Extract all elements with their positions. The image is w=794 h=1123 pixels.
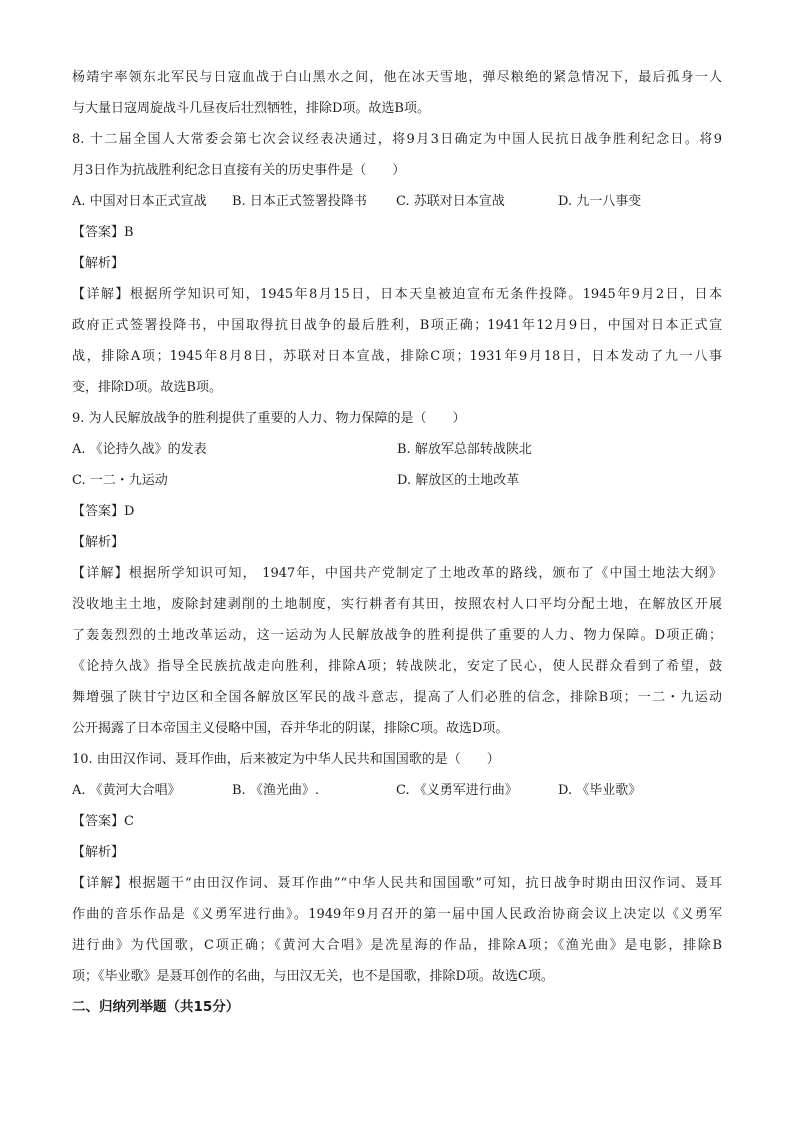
question-10-options [72, 775, 722, 806]
option-d: D. 解放区的土地改革 [397, 473, 520, 488]
option-d: D. 《毕业歌》 [558, 783, 642, 798]
question-10-stem: 10. 由田汉作词、聂耳作曲，后来被定为中华人民共和国国歌的是（ ） [72, 752, 500, 767]
option-c: C. 苏联对日本宣战 [396, 194, 505, 209]
question-8-stem-cont: 月3日作为抗战胜利纪念日直接有关的历史事件是（ ） [72, 163, 406, 178]
detail-text-line: 【详解】根据题干“由田汉作词、聂耳作曲”“中华人民共和国国歌”可知，抗日战争时期由田汉作词、聂耳 [72, 876, 722, 891]
detail-text-line: 变，排除D项。故选B项。 [72, 380, 222, 395]
question-9-options-row1 [72, 434, 722, 465]
option-d: D. 九一八事变 [558, 194, 642, 209]
question-8-stem: 8. 十二届全国人大常委会第七次会议经表决通过，将9月3日确定为中国人民抗日战争胜利纪念日。将9 [72, 132, 722, 147]
answer-label: 【答案】B [72, 225, 134, 240]
question-9-options-row2 [72, 465, 722, 496]
option-a: A. 《黄河大合唱》 [72, 783, 181, 798]
detail-text-line: 舞增强了陕甘宁边区和全国各解放区军民的战斗意志，提高了人们必胜的信念，排除B项；一二・九运动 [72, 690, 722, 705]
section-heading: 二、归纳列举题（共15分） [72, 999, 240, 1015]
analysis-label: 【解析】 [72, 256, 125, 271]
option-a: A. 中国对日本正式宣战 [72, 194, 207, 209]
option-c: C. 《义勇军进行曲》 [396, 783, 518, 798]
detail-text-line: 项；《毕业歌》是聂耳创作的名曲，与田汉无关，也不是国歌，排除D项。故选C项。 [72, 969, 554, 984]
analysis-text-line: 杨靖宇率领东北军民与日寇血战于白山黑水之间，他在冰天雪地，弹尽粮绝的紧急情况下，最后孤身一人 [72, 70, 722, 85]
detail-text-line: 作曲的音乐作品是《义勇军进行曲》。1949年9月召开的第一届中国人民政治协商会议上决定以《义勇军 [72, 907, 722, 922]
detail-text-line: 了轰轰烈烈的土地改革运动，这一运动为人民解放战争的胜利提供了重要的人力、物力保障。D项正确； [72, 628, 722, 643]
question-9-stem: 9. 为人民解放战争的胜利提供了重要的人力、物力保障的是（ ） [72, 411, 466, 426]
analysis-label: 【解析】 [72, 845, 125, 860]
option-b: B. 《渔光曲》. [232, 783, 319, 798]
detail-text-line: 没收地主土地，废除封建剥削的土地制度，实行耕者有其田，按照农村人口平均分配土地，在解放区开展 [72, 597, 722, 612]
answer-label: 【答案】D [72, 504, 135, 519]
detail-text-line: 【详解】根据所学知识可知， 1947年，中国共产党制定了土地改革的路线，颁布了《中国土地法大纲》 [72, 566, 722, 581]
answer-label: 【答案】C [72, 814, 134, 829]
option-b: B. 解放军总部转战陕北 [397, 442, 532, 457]
analysis-text-line: 与大量日寇周旋战斗几昼夜后壮烈牺牲，排除D项。故选B项。 [72, 101, 430, 116]
option-c: C. 一二・九运动 [72, 473, 168, 488]
detail-text-line: 进行曲》为代国歌，C项正确；《黄河大合唱》是冼星海的作品，排除A项；《渔光曲》是电影，排除B [72, 938, 722, 953]
analysis-label: 【解析】 [72, 535, 125, 550]
document-page [72, 62, 722, 1023]
detail-text-line: 政府正式签署投降书，中国取得抗日战争的最后胜利，B项正确；1941年12月9日，中国对日本正式宣 [72, 318, 722, 333]
detail-text-line: 公开揭露了日本帝国主义侵略中国，吞并华北的阴谋，排除C项。故选D项。 [72, 721, 509, 736]
option-a: A. 《论持久战》的发表 [72, 442, 207, 457]
detail-text-line: 战，排除A项；1945年8月8日，苏联对日本宣战，排除C项；1931年9月18日，日本发动了九一八事 [72, 349, 722, 364]
detail-text-line: 【详解】根据所学知识可知，1945年8月15日，日本天皇被迫宣布无条件投降。1945年9月2日，日本 [72, 287, 722, 302]
detail-text-line: 《论持久战》指导全民族抗战走向胜利，排除A项；转战陕北，安定了民心，使人民群众看到了希望，鼓 [72, 659, 722, 674]
option-b: B. 日本正式签署投降书 [232, 194, 367, 209]
question-8-options [72, 186, 722, 217]
